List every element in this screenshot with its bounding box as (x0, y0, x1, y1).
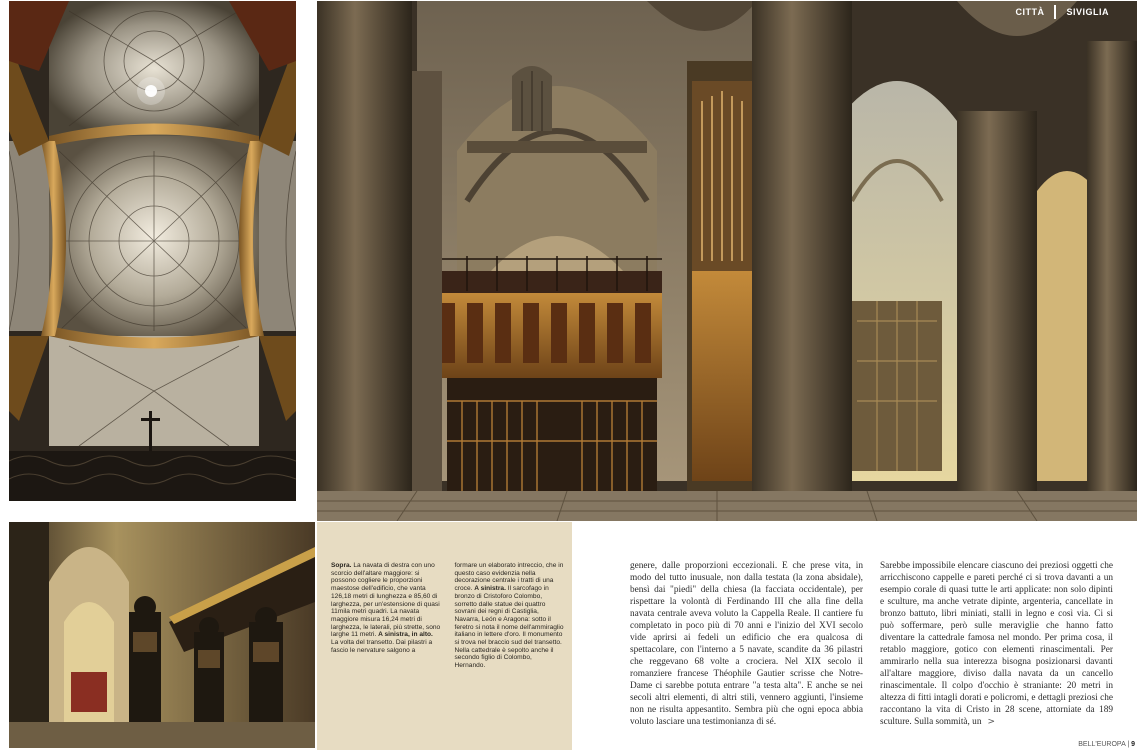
page-number: 9 (1131, 741, 1135, 748)
section-tag (1015, 5, 1109, 19)
photo-captions (317, 522, 572, 750)
caption-lead-above: Sopra. (331, 562, 354, 569)
body-paragraph-2: Sarebbe impossibile elencare ciascuno dei preziosi oggetti che arricchiscono cappelle e pareti perché ci si trova davanti a un esempio corale di quasi tutte le arti applicate: non solo dipinti e sculture, ma anche vetrate dipinte, argenteria, cancellate in bronzo battuto, libri miniati, stalli in legno e così via. Ci si può soffermare, però sulle meraviglie che hanno fatto diventare la cattedrale famosa nel mondo. Per prima cosa, il retablo maggiore, gotico con elementi rinascimentali. Per ammirarlo nella sua interezza bisogna posizionarsi davanti all'altare maggiore, diviso dalla navata da un cancello rinascimentale. Il colpo d'occhio è straniante: 20 metri in altezza di fitti intagli dorati e policromi, e dettagli preziosi che raccontano la vita di Cristo in 28 scene, attorniate da 189 sculture. Sulla sommità, un (880, 561, 1113, 727)
caption-text-nave: La navata di destra con uno scorcio dell'altare maggiore: si possono cogliere le proporzioni maestose dell'edificio, che vanta 126,18 metri di lunghezza e 85,60 di larghezza, per un'estensione di quasi 11mila metri quadri. La navata maggiore misura 16,24 metri di larghezza, le laterali, più strette, sono larghe 11 metri. (331, 562, 441, 639)
caption-column-2 (455, 562, 565, 750)
caption-text-vault: La volta del transetto. Dai pilastri a fascio le nervature salgono a (331, 639, 433, 654)
caption-column-1 (331, 562, 441, 750)
caption-text-vault-cont: formare un elaborato intreccio, che in questo caso evidenzia nella decorazione centrale i tratti di una croce. (454, 562, 564, 593)
caption-text-tomb: Il sarcofago in bronzo di Cristoforo Colombo, sorretto dalle statue dei quattro sovrani dei regni di Castiglia, Navarra, León e Aragona: sotto il feretro si nota il nome dell'ammiraglio italiano in lettere d'oro. Il monumento si trova nel braccio sud del transetto. Nella cattedrale è sepolto anche il secondo figlio di Colombo, Hernando. (454, 585, 564, 670)
body-paragraph-1: genere, dalle proporzioni eccezionali. E che prese vita, in modo del tutto inusuale, non dalla testata (la zona absidale), bensì dai "piedi" della chiesa (la facciata occidentale), per rispettare la volontà di Ferdinando III che alla fine della navata centrale aveva voluto la Cappella Reale. Il cantiere fu completato in poco più di 70 anni e l'inizio del XVI secolo vide aprirsi ai fedeli un edificio che era qualcosa di spettacolare, con l'interno a 5 navate, scandite da 36 pilastri che reggevano 68 volte a crociera. Nel XIX secolo il romanziere francese Théophile Gautier scrisse che Notre-Dame ci sarebbe potuta entrare "a testa alta". E anche se nei secoli altri elementi, di altri stili, vennero aggiunti, l'insieme non ne risulta appesantito. Sembra più che ogni epoca abbia voluto lasciare una testimonianza di sé. (630, 561, 863, 727)
magazine-name: BELL'EUROPA (1078, 741, 1126, 748)
ceiling-vault-graphic (9, 1, 296, 501)
cathedral-nave-photo (317, 1, 1137, 521)
ceiling-vault-photo (9, 1, 296, 501)
section-divider (1054, 5, 1056, 19)
section-label: CITTÀ (1015, 7, 1045, 17)
page-footer: BELL'EUROPA | 9 (1078, 741, 1135, 748)
body-text-column-2 (880, 560, 1113, 728)
continue-arrow-icon: > (987, 717, 996, 727)
cathedral-nave-graphic (317, 1, 1137, 521)
body-text-column-1 (630, 560, 863, 728)
caption-lead-left-top: A sinistra, in alto. (378, 631, 433, 639)
city-label: SIVIGLIA (1066, 7, 1109, 17)
columbus-tomb-photo (9, 522, 315, 748)
columbus-tomb-graphic (9, 522, 315, 748)
caption-lead-left: A sinistra. (474, 585, 508, 593)
